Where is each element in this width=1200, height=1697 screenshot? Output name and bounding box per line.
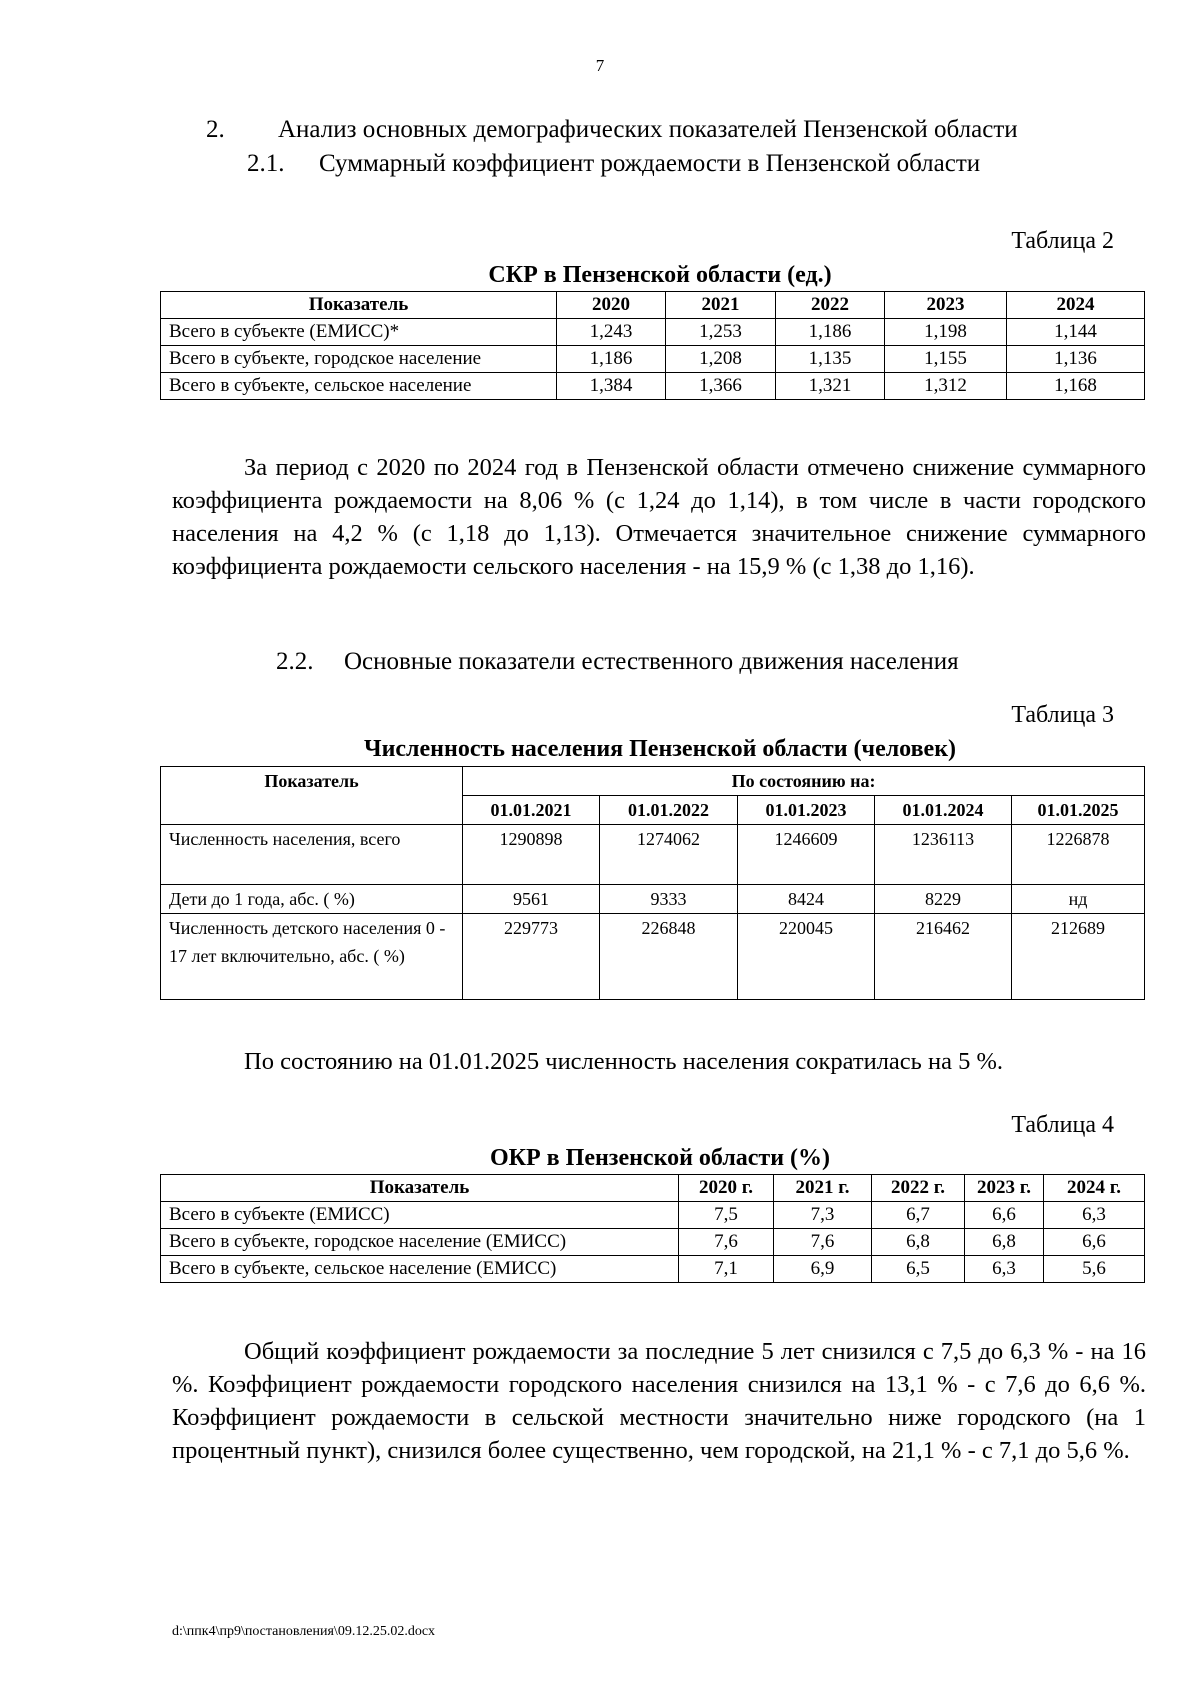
cell: 1,321 — [776, 373, 885, 400]
cell: 1226878 — [1012, 825, 1145, 885]
table-row — [161, 1202, 1145, 1229]
section-title: Суммарный коэффициент рождаемости в Пензенской области — [319, 150, 981, 177]
table-row — [161, 885, 1145, 914]
row-label: Дети до 1 года, абс. ( %) — [161, 885, 463, 914]
cell: 1,186 — [557, 346, 666, 373]
cell: 226848 — [600, 914, 738, 1000]
header-cell: 2024 — [1007, 292, 1145, 319]
section-2-heading — [206, 116, 1018, 144]
footer-file-path: d:\ппк4\пр9\постановления\09.12.25.02.docx — [172, 1624, 436, 1639]
header-cell: Показатель — [161, 1175, 679, 1202]
header-cell: Показатель — [161, 767, 463, 825]
table-header-row — [161, 1175, 1145, 1202]
cell: 9333 — [600, 885, 738, 914]
cell: 1,155 — [885, 346, 1007, 373]
cell: 6,7 — [872, 1202, 965, 1229]
cell: 5,6 — [1044, 1256, 1145, 1283]
paragraph-text: Общий коэффициент рождаемости за последние 5 лет снизился с 7,5 до 6,3 % - на 16 %. Коэффициент рождаемости городского населения снизился на 13,1 % - с 7,6 до 6,6 %. Коэффициент рождаемости в сельской местности значительно ниже городского (на 1 процентный пункт), снизился более существенно, чем городской, на 21,1 % - с 7,1 до 5,6 %. — [172, 1338, 1146, 1464]
header-cell: 2021 — [666, 292, 776, 319]
cell: 1,136 — [1007, 346, 1145, 373]
header-cell: 01.01.2025 — [1012, 796, 1145, 825]
cell: 1,384 — [557, 373, 666, 400]
page-number: 7 — [595, 56, 605, 75]
cell: 1,312 — [885, 373, 1007, 400]
table-4 — [160, 1174, 1145, 1283]
header-cell: 2020 — [557, 292, 666, 319]
cell: 1,144 — [1007, 319, 1145, 346]
table-4-title: ОКР в Пензенской области (%) — [489, 1145, 831, 1171]
row-label: Всего в субъекте (ЕМИСС) — [161, 1202, 679, 1229]
paragraph-population — [172, 1045, 1146, 1078]
paragraph-text: По состоянию на 01.01.2025 численность населения сократилась на 5 %. — [244, 1048, 1003, 1075]
cell: 8424 — [738, 885, 875, 914]
cell: 1,208 — [666, 346, 776, 373]
cell: 7,3 — [774, 1202, 872, 1229]
cell: 7,5 — [679, 1202, 774, 1229]
table-3-caption: Таблица 3 — [1011, 702, 1114, 728]
cell: 1,186 — [776, 319, 885, 346]
header-cell: 2022 — [776, 292, 885, 319]
header-cell: 2020 г. — [679, 1175, 774, 1202]
cell: 6,9 — [774, 1256, 872, 1283]
section-number: 2.2. — [276, 648, 314, 675]
table-row — [161, 373, 1145, 400]
header-cell: 01.01.2023 — [738, 796, 875, 825]
row-label: Численность населения, всего — [161, 825, 463, 885]
table-header-row — [161, 292, 1145, 319]
cell: 1,366 — [666, 373, 776, 400]
cell: 6,3 — [965, 1256, 1044, 1283]
table-4-caption: Таблица 4 — [1011, 1112, 1114, 1138]
cell: 6,3 — [1044, 1202, 1145, 1229]
table-row — [161, 825, 1145, 885]
cell: 1274062 — [600, 825, 738, 885]
row-label: Численность детского населения 0 - 17 лет включительно, абс. ( %) — [161, 914, 463, 1000]
header-cell: 01.01.2022 — [600, 796, 738, 825]
cell: 229773 — [463, 914, 600, 1000]
row-label: Всего в субъекте, городское население (ЕМИСС) — [161, 1229, 679, 1256]
cell: 6,8 — [872, 1229, 965, 1256]
table-row — [161, 346, 1145, 373]
cell: 7,6 — [679, 1229, 774, 1256]
cell: 1236113 — [875, 825, 1012, 885]
table-row — [161, 1229, 1145, 1256]
cell: 1,253 — [666, 319, 776, 346]
cell: 220045 — [738, 914, 875, 1000]
cell: 1290898 — [463, 825, 600, 885]
section-title: Анализ основных демографических показателей Пензенской области — [278, 116, 1018, 143]
header-cell: Показатель — [161, 292, 557, 319]
cell: 6,6 — [965, 1202, 1044, 1229]
header-group-cell: По состоянию на: — [463, 767, 1145, 796]
header-cell: 2024 г. — [1044, 1175, 1145, 1202]
section-2-1-heading — [247, 150, 980, 178]
header-cell: 2023 г. — [965, 1175, 1044, 1202]
table-2-caption: Таблица 2 — [1011, 228, 1114, 254]
cell: 1246609 — [738, 825, 875, 885]
table-3 — [160, 766, 1145, 1000]
table-row — [161, 914, 1145, 1000]
table-2 — [160, 291, 1145, 400]
cell: нд — [1012, 885, 1145, 914]
cell: 216462 — [875, 914, 1012, 1000]
table-row — [161, 319, 1145, 346]
cell: 1,243 — [557, 319, 666, 346]
cell: 1,198 — [885, 319, 1007, 346]
section-number: 2.1. — [247, 150, 285, 177]
table-2-title: СКР в Пензенской области (ед.) — [488, 262, 832, 288]
row-label: Всего в субъекте, городское население — [161, 346, 557, 373]
cell: 6,6 — [1044, 1229, 1145, 1256]
header-cell: 01.01.2024 — [875, 796, 1012, 825]
cell: 212689 — [1012, 914, 1145, 1000]
table-3-title: Численность населения Пензенской области (человек) — [363, 736, 957, 762]
paragraph-text: За период с 2020 по 2024 год в Пензенской области отмечено снижение суммарного коэффициента рождаемости на 8,06 % (с 1,24 до 1,14), в том числе в части городского населения на 4,2 % (с 1,18 до 1,13). Отмечается значительное снижение суммарного коэффициента рождаемости сельского населения - на 15,9 % (с 1,38 до 1,16). — [172, 454, 1146, 580]
paragraph-okr — [172, 1335, 1146, 1467]
cell: 8229 — [875, 885, 1012, 914]
row-label: Всего в субъекте, сельское население (ЕМИСС) — [161, 1256, 679, 1283]
row-label: Всего в субъекте, сельское население — [161, 373, 557, 400]
cell: 7,6 — [774, 1229, 872, 1256]
header-cell: 2022 г. — [872, 1175, 965, 1202]
cell: 1,135 — [776, 346, 885, 373]
header-cell: 01.01.2021 — [463, 796, 600, 825]
cell: 9561 — [463, 885, 600, 914]
section-number: 2. — [206, 116, 225, 143]
header-cell: 2021 г. — [774, 1175, 872, 1202]
header-cell: 2023 — [885, 292, 1007, 319]
paragraph-skr — [172, 451, 1146, 583]
cell: 1,168 — [1007, 373, 1145, 400]
cell: 6,5 — [872, 1256, 965, 1283]
table-row — [161, 1256, 1145, 1283]
row-label: Всего в субъекте (ЕМИСС)* — [161, 319, 557, 346]
section-2-2-heading — [276, 648, 959, 676]
table-header-row — [161, 767, 1145, 796]
cell: 6,8 — [965, 1229, 1044, 1256]
cell: 7,1 — [679, 1256, 774, 1283]
section-title: Основные показатели естественного движения населения — [344, 648, 959, 675]
